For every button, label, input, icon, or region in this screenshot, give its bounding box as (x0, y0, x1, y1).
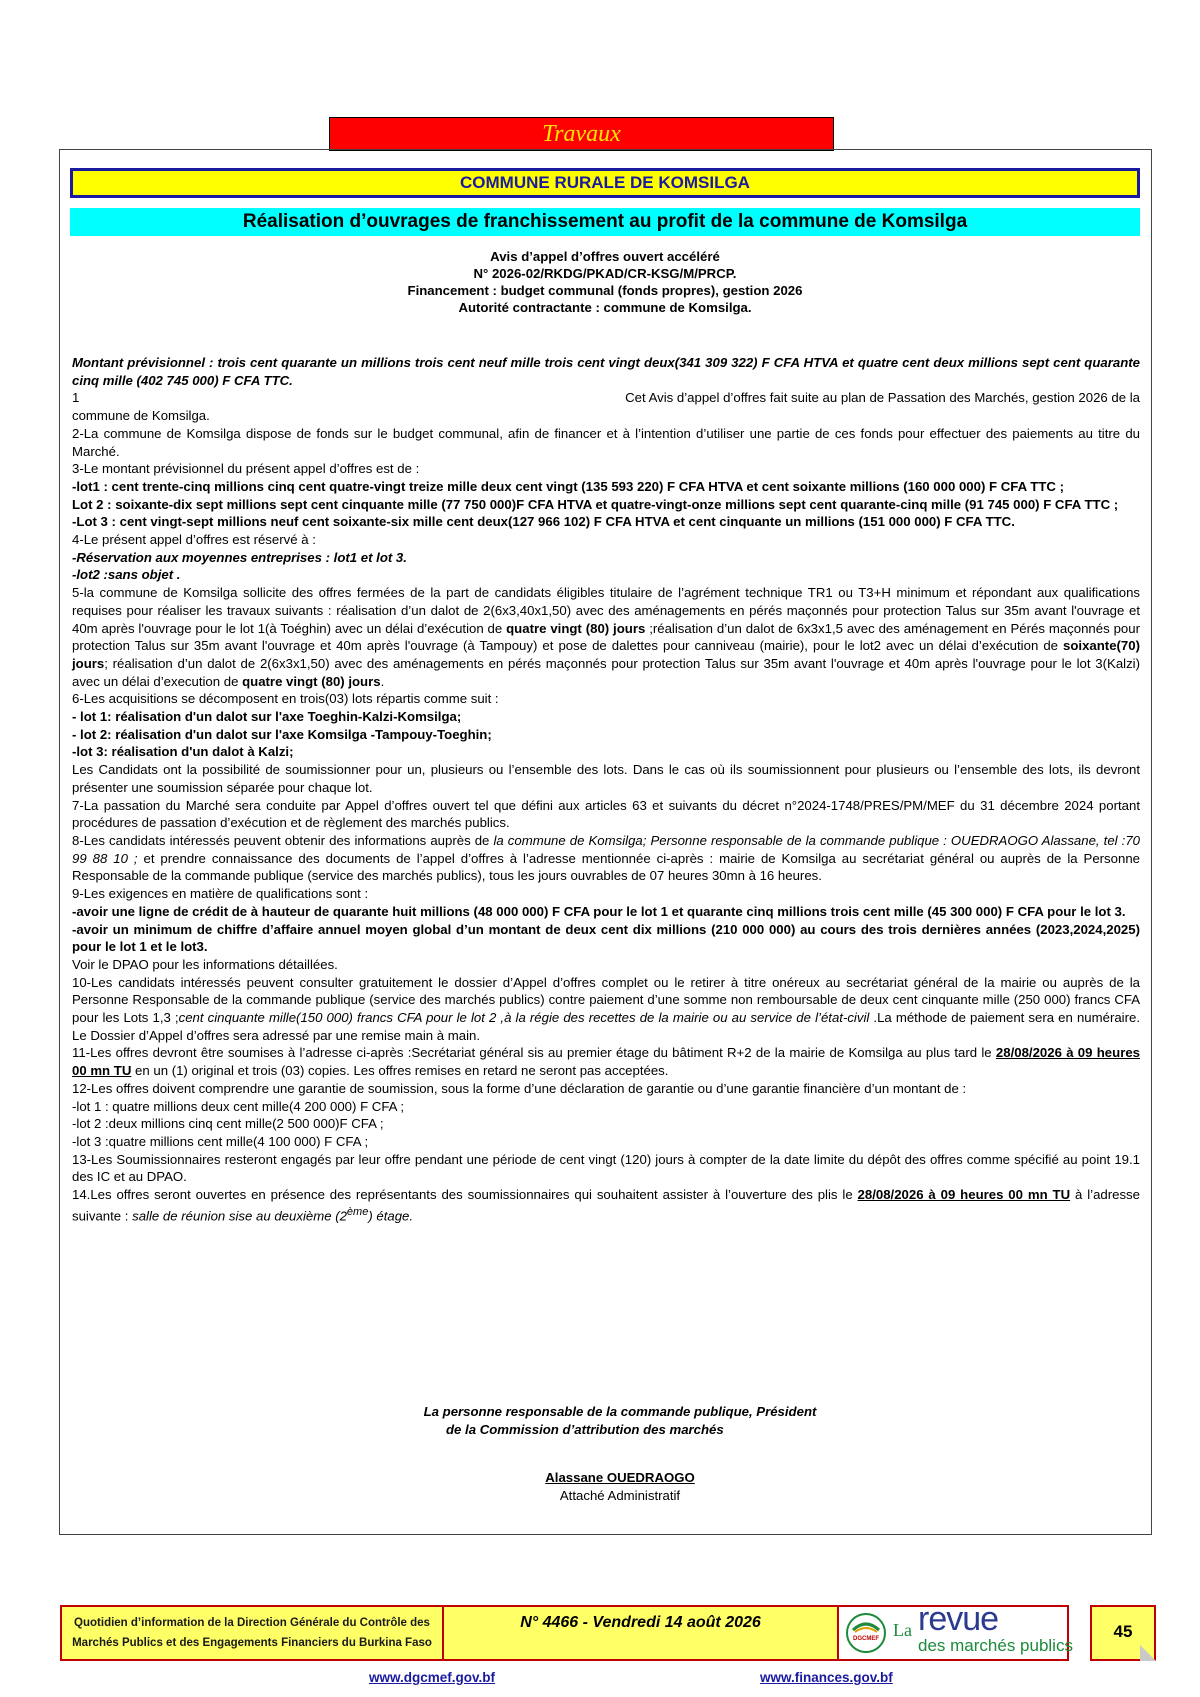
paragraph-1 (72, 389, 1140, 407)
logo-subtitle: des marchés publics (918, 1636, 1073, 1655)
paragraph-10: 10-Les candidats intéressés peuvent consulter gratuitement le dossier d’Appel d’offres complet ou le retirer à titre onéreux au secrétariat général de la mairie ou auprès de la Personne Responsable de la commande publique (service des marchés publics) contre paiement d’une somme non remboursable de deux cent cinquante mille (250 000) francs CFA pour les Lots 1,3 ;cent cinquante mille(150 000) francs CFA pour le lot 2 ,à la régie des recettes de la mairie ou au service de l’état-civil .La méthode de paiement sera en numéraire. Le Dossier d’Appel d’offres sera adressé par une remise main à main. (72, 974, 1140, 1043)
logo-revue: revue (918, 1600, 999, 1638)
paragraph-6: 6-Les acquisitions se décomposent en trois(03) lots répartis comme suit : (72, 691, 499, 707)
paragraph-8: 8-Les candidats intéressés peuvent obtenir des informations auprès de la commune de Komsilga; Personne responsable de la commande publique : OUEDRAOGO Alassane, tel :70 99 88 10 ; et prendre connaissance des documents de l’appel d’offres à l’adresse mentionnée ci-après : mairie de Komsilga au secrétariat général ou auprès de la Personne Responsable de la commande publique (service des marchés publics), tous les jours ouvrables de 07 heures 30mn à 16 heures. (72, 832, 1140, 884)
notice-authority: Autorité contractante : commune de Komsilga. (458, 300, 752, 315)
paragraph-4: 4-Le présent appel d’offres est réservé à : (72, 532, 316, 548)
paragraph-3: 3-Le montant prévisionnel du présent appel d’offres est de : (72, 461, 420, 477)
page-curl-icon (1140, 1645, 1156, 1661)
signatory-role: La personne responsable de la commande publique, Président (423, 1404, 817, 1419)
credit-requirement: -avoir une ligne de crédit de à hauteur de quarante huit millions (48 000 000) F CFA pour le lot 1 et quarante cinq millions trois cent mille (45 300 000) F CFA pour le lot 3. (72, 903, 1126, 919)
lot-1-amount: -lot1 : cent trente-cinq millions cinq cent quatre-vingt treize mille deux cent vingt (135 593 220) F CFA HTVA et cent soixante millions (160 000 000) F CFA TTC ; (72, 478, 1064, 494)
issue-info: N° 4466 - Vendredi 14 août 2026 (444, 1605, 839, 1661)
lot-1-description: - lot 1: réalisation d'un dalot sur l'axe Toeghin-Kalzi-Komsilga; (72, 709, 462, 725)
signatory-role-continued: de la Commission d’attribution des marchés (446, 1422, 724, 1437)
publisher-line-2: Marchés Publics et des Engagements Financiers du Burkina Faso (72, 1637, 432, 1649)
paragraph-1-number: 1 (72, 390, 80, 406)
dgcmef-seal-icon (845, 1612, 887, 1654)
logo-la: La (893, 1620, 912, 1640)
notice-header (70, 248, 1140, 316)
lot-2-description: - lot 2: réalisation d'un dalot sur l'axe Komsilga -Tampouy-Toeghin; (72, 726, 492, 742)
notice-financing: Financement : budget communal (fonds propres), gestion 2026 (407, 283, 803, 298)
notice-body (72, 354, 1140, 1225)
signatory-title: Attaché Administratif (559, 1488, 681, 1503)
lot-3-description: -lot 3: réalisation d'un dalot à Kalzi; (72, 744, 294, 760)
paragraph-13: 13-Les Soumissionnaires resteront engagés par leur offre pendant une période de cent vingt (120) jours à compter de la date limite du dépôt des offres comme spécifié au point 19.1 des IC et au DPAO. (72, 1151, 1140, 1185)
submission-deadline: 28/08/2026 à 09 heures 00 mn TU (72, 1045, 1140, 1079)
paragraph-14: 14.Les offres seront ouvertes en présence des représentants des soumissionnaires qui souhaitent assister à l’ouverture des plis le 28/08/2026 à 09 heures 00 mn TU à l’adresse suivante : salle de réunion sise au deuxième (2ème) étage. (72, 1187, 1140, 1224)
guarantee-lot-1: -lot 1 : quatre millions deux cent mille(4 200 000) F CFA ; (72, 1098, 405, 1114)
svg-text:DGCMEF: DGCMEF (853, 1636, 879, 1642)
paragraph-1-continued: commune de Komsilga. (72, 408, 210, 424)
commune-banner: COMMUNE RURALE DE KOMSILGA (70, 168, 1140, 198)
section-tab: Travaux (329, 117, 834, 151)
dpao-note: Voir le DPAO pour les informations détaillées. (72, 956, 338, 972)
turnover-requirement: -avoir un minimum de chiffre d’affaire annuel moyen global d’un montant de deux cent dix millions (210 000 000) au cours des trois dernières années (2023,2024,2025) pour le lot 1 et le lot3. (72, 921, 1140, 955)
paragraph-9: 9-Les exigences en matière de qualifications sont : (72, 886, 369, 902)
publisher-info (60, 1605, 444, 1661)
lot-2-amount: Lot 2 : soixante-dix sept millions sept cent cinquante mille (77 750 000)F CFA HTVA et quatre-vingt-onze millions sept cent quarante-cinq mille (91 745 000) F CFA TTC ; (72, 496, 1119, 512)
signature-block (300, 1403, 940, 1505)
paragraph-12: 12-Les offres doivent comprendre une garantie de soumission, sous la forme d’une déclaration de garantie ou d’une garantie financière d’un montant de : (72, 1080, 967, 1096)
paragraph-1-text: Cet Avis d’appel d’offres fait suite au plan de Passation des Marchés, gestion 2026 de la (625, 390, 1140, 406)
guarantee-lot-2: -lot 2 :deux millions cinq cent mille(2 500 000)F CFA ; (72, 1116, 384, 1132)
guarantee-lot-3: -lot 3 :quatre millions cent mille(4 100 000) F CFA ; (72, 1133, 369, 1149)
montant-previsionnel: Montant prévisionnel : trois cent quarante un millions trois cent neuf mille trois cent vingt deux(341 309 322) F CFA HTVA et quatre cent deux millions sept cent quarante cinq mille (402 745 000) F CFA TTC. (72, 355, 1140, 388)
opening-date: 28/08/2026 à 09 heures 00 mn TU (857, 1187, 1071, 1203)
paragraph-11: 11-Les offres devront être soumises à l’adresse ci-après :Secrétariat général sis au premier étage du bâtiment R+2 de la mairie de Komsilga au plus tard le 28/08/2026 à 09 heures 00 mn TU en un (1) original et trois (03) copies. Les offres remises en retard ne seront pas acceptées. (72, 1045, 1140, 1079)
signatory-name: Alassane OUEDRAOGO (545, 1470, 695, 1485)
notice-title: Réalisation d’ouvrages de franchissement au profit de la commune de Komsilga (70, 208, 1140, 236)
lot-3-amount: -Lot 3 : cent vingt-sept millions neuf cent soixante-six mille cent deux(127 966 102) F CFA HTVA et cent cinquante un millions (151 000 000) F CFA TTC. (72, 514, 1015, 530)
paragraph-2: 2-La commune de Komsilga dispose de fonds sur le budget communal, afin de financer et à l’intention d’utiliser une partie de ces fonds pour effectuer des paiements au titre du Marché. (72, 425, 1140, 459)
lot-2-reservation: -lot2 :sans objet . (72, 567, 181, 583)
notice-number: N° 2026-02/RKDG/PKAD/CR-KSG/M/PRCP. (473, 266, 737, 281)
paragraph-7: 7-La passation du Marché sera conduite par Appel d’offres ouvert tel que défini aux articles 63 et suivants du décret n°2024-1748/PRES/PM/MEF du 31 décembre 2024 portant procédures de passation d’exécution et de règlement des marchés publics. (72, 797, 1140, 831)
dgcmef-link[interactable]: www.dgcmef.gov.bf (369, 1670, 496, 1685)
finances-link[interactable]: www.finances.gov.bf (760, 1670, 893, 1685)
notice-type: Avis d’appel d’offres ouvert accéléré (490, 249, 720, 264)
page-number: 45 (1090, 1605, 1156, 1661)
reservation-line: -Réservation aux moyennes entreprises : lot1 et lot 3. (72, 549, 407, 565)
paragraph-5: 5-la commune de Komsilga sollicite des offres fermées de la part de candidats éligibles titulaire de l’agrément technique TR1 ou T3+H minimum et répondant aux qualifications requises pour réaliser les travaux suivants : réalisation d’un dalot de 2(6x3,40x1,50) avec des aménagements en pérés maçonnés pour protection Talus sur 35m avant l'ouvrage et 40m après l'ouvrage pour le lot 1(à Toéghin) avec un délai d’exécution de quatre vingt (80) jours ;réalisation d’un dalot de 6x3x1,5 avec des aménagement en Pérés maçonnés pour protection Talus sur 35m avant l'ouvrage et 40m après l'ouvrage (à Tampouy) et pose de dalettes pour canniveau (mairie), pour le lot2 avec un délai d’exécution de soixante(70) jours; réalisation d’un dalot de 2(6x3x1,50) avec des aménagements en pérés maçonnés pour protection Talus sur 35m avant l'ouvrage et 40m après l'ouvrage pour le lot 3(Kalzi) avec un délai d’execution de quatre vingt (80) jours. (72, 585, 1140, 689)
candidates-note: Les Candidats ont la possibilité de soumissionner pour un, plusieurs ou l’ensemble des lots. Dans le cas où ils soumissionnent pour plusieurs ou l’ensemble des lots, ils devront présenter une soumission séparée pour chaque lot. (72, 762, 1140, 795)
publisher-line-1: Quotidien d’information de la Direction Générale du Contrôle des (74, 1617, 430, 1629)
